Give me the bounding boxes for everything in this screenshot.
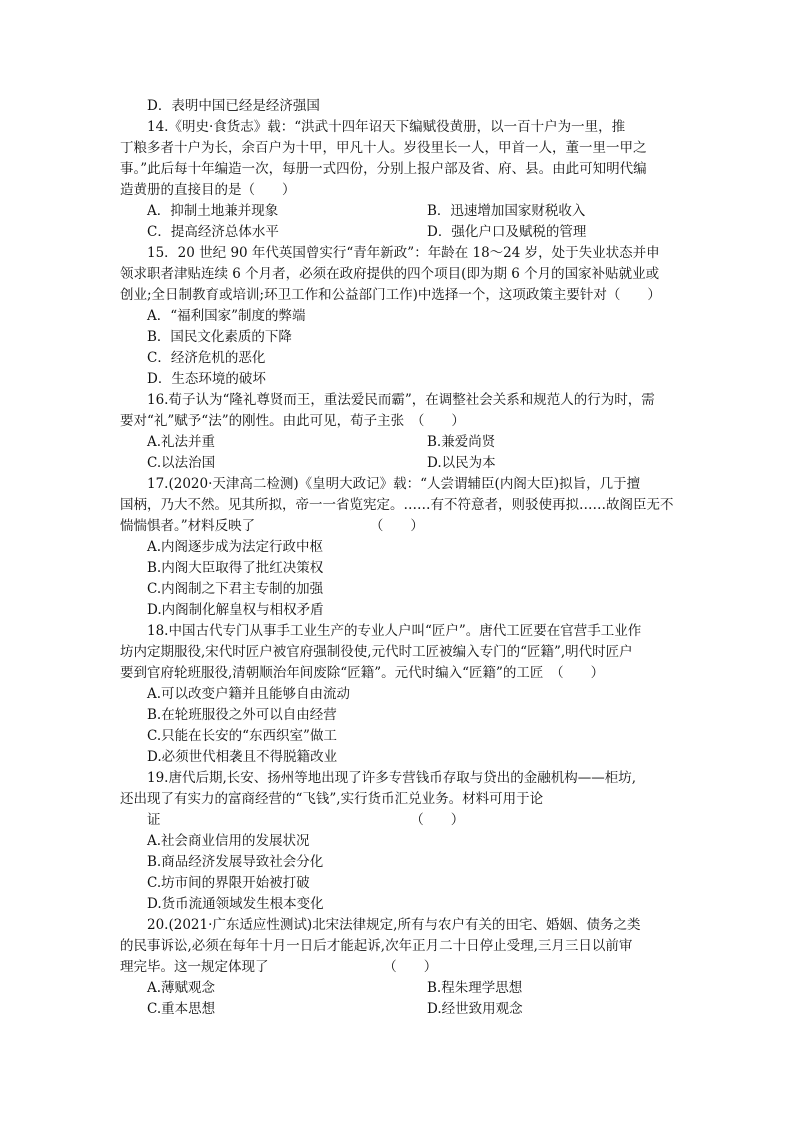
q14-stem-line-2: 丁粮多者十户为长，余百户为十甲，甲凡十人。岁役里长一人，甲首一人，董一里一甲之 <box>120 140 647 156</box>
q18-stem-line-2: 坊内定期服役,宋代时匠户被官府强制役使,元代时工匠被编入专门的“匠籍”,明代时匠户 <box>120 644 633 660</box>
q16-stem-line-2: 要对“礼”赋予“法”的刚性。由此可见，荀子主张 （ ） <box>120 413 465 429</box>
q17-option-d: D.内阁制化解皇权与相权矛盾 <box>147 602 324 618</box>
q15-option-d: D．生态环境的破坏 <box>147 371 266 387</box>
question-18 <box>120 621 680 768</box>
q14-stem-line-3: 事。”此后每十年编造一次，每册一式四份，分别上报户部及省、府、县。由此可知明代编 <box>120 161 647 177</box>
q16-options-row-1 <box>120 432 680 453</box>
question-20 <box>120 915 680 1020</box>
q20-options-row-1 <box>120 978 680 999</box>
q13-option-d: D．表明中国已经是经济强国 <box>147 98 320 114</box>
q17-stem-line-2: 国柄，乃大不然。见其所拟，帝一一省览宪定。……有不符意者，则驳使再拟……故阁臣无不 <box>120 497 674 513</box>
q17-option-a: A.内阁逐步成为法定行政中枢 <box>147 539 324 555</box>
q15-stem-line-1: 15．20 世纪 90 年代英国曾实行“青年新政”：年龄在 18～24 岁，处于失业状态并申 <box>147 245 660 261</box>
question-16 <box>120 390 680 474</box>
question-19 <box>120 768 680 915</box>
q14-options-row-1 <box>120 201 680 222</box>
q19-option-d: D.货币流通领域发生根本变化 <box>147 896 324 912</box>
q15-option-c: C．经济危机的恶化 <box>147 350 266 366</box>
q17-stem-line-3: 惴惴惧者。”材料反映了 （ ） <box>120 518 424 534</box>
question-14 <box>120 117 680 243</box>
q20-option-d: D.经世致用观念 <box>427 1001 523 1017</box>
q14-stem-line-1: 14.《明史·食货志》载：“洪武十四年诏天下编赋役黄册，以一百十户为一里，推 <box>147 119 626 135</box>
q15-option-b: B．国民文化素质的下降 <box>147 329 292 345</box>
q20-option-a: A.薄赋观念 <box>147 980 216 996</box>
q20-option-c: C.重本思想 <box>147 1001 216 1017</box>
q18-option-a: A.可以改变户籍并且能够自由流动 <box>147 686 351 702</box>
q15-option-a: A．“福利国家”制度的弊端 <box>147 308 306 324</box>
q14-option-b: B．迅速增加国家财税收入 <box>427 203 586 219</box>
q14-option-a: A．抑制土地兼并现象 <box>147 203 279 219</box>
q14-option-c: C．提高经济总体水平 <box>147 224 279 240</box>
q18-option-c: C.只能在长安的“东西织室”做工 <box>147 728 337 744</box>
q20-option-b: B.程朱理学思想 <box>427 980 523 996</box>
q16-option-a: A.礼法并重 <box>147 434 216 450</box>
q17-stem-line-1: 17.(2020·天津高二检测)《皇明大政记》载：“人尝谓辅臣(内阁大臣)拟旨，几于擅 <box>147 476 641 492</box>
q18-stem-line-3: 要到官府轮班服役,清朝顺治年间废除“匠籍”。元代时编入“匠籍”的工匠 （ ） <box>120 665 605 681</box>
q19-option-c: C.坊市间的界限开始被打破 <box>147 875 310 891</box>
q18-option-d: D.必须世代相袭且不得脱籍改业 <box>147 749 338 765</box>
q16-options-row-2 <box>120 453 680 474</box>
q14-options-row-2 <box>120 222 680 243</box>
q18-stem-line-1: 18.中国古代专门从事手工业生产的专业人户叫“匠户”。唐代工匠要在官营手工业作 <box>147 623 642 639</box>
q17-option-c: C.内阁制之下君主专制的加强 <box>147 581 324 597</box>
q15-stem-line-3: 创业;全日制教育或培训;环卫工作和公益部门工作)中选择一个，这项政策主要针对（ ） <box>120 287 661 303</box>
q15-stem-line-2: 领求职者津贴连续 6 个月者，必须在政府提供的四个项目(即为期 6 个月的国家补贴就业或 <box>120 266 660 282</box>
q19-stem-line-3: 证 （ ） <box>147 812 465 828</box>
q14-stem-line-4: 造黄册的直接目的是（ ） <box>120 182 296 198</box>
q20-stem-line-1: 20.(2021·广东适应性测试)北宋法律规定,所有与农户有关的田宅、婚姻、债务之类 <box>147 917 641 933</box>
q20-stem-line-3: 理完毕。这一规定体现了 （ ） <box>120 959 438 975</box>
q16-option-d: D.以民为本 <box>427 455 496 471</box>
q20-stem-line-2: 的民事诉讼,必须在每年十月一日后才能起诉,次年正月二十日停止受理,三月三日以前审 <box>120 938 633 954</box>
question-15 <box>120 243 680 390</box>
question-17 <box>120 474 680 621</box>
q18-option-b: B.在轮班服役之外可以自由经营 <box>147 707 337 723</box>
q16-option-b: B.兼爱尚贤 <box>427 434 496 450</box>
q16-option-c: C.以法治国 <box>147 455 216 471</box>
q19-option-a: A.社会商业信用的发展状况 <box>147 833 310 849</box>
document-content <box>120 96 680 1020</box>
q19-stem-line-2: 还出现了有实力的富商经营的“飞钱”,实行货币汇兑业务。材料可用于论 <box>120 791 544 807</box>
q20-options-row-2 <box>120 999 680 1020</box>
q19-option-b: B.商品经济发展导致社会分化 <box>147 854 324 870</box>
q16-stem-line-1: 16.荀子认为“隆礼尊贤而王，重法爱民而霸”，在调整社会关系和规范人的行为时，需 <box>147 392 655 408</box>
q14-option-d: D．强化户口及赋税的管理 <box>427 224 587 240</box>
q17-option-b: B.内阁大臣取得了批红决策权 <box>147 560 324 576</box>
q19-stem-line-1: 19.唐代后期,长安、扬州等地出现了许多专营钱币存取与贷出的金融机构——柜坊, <box>147 770 637 786</box>
